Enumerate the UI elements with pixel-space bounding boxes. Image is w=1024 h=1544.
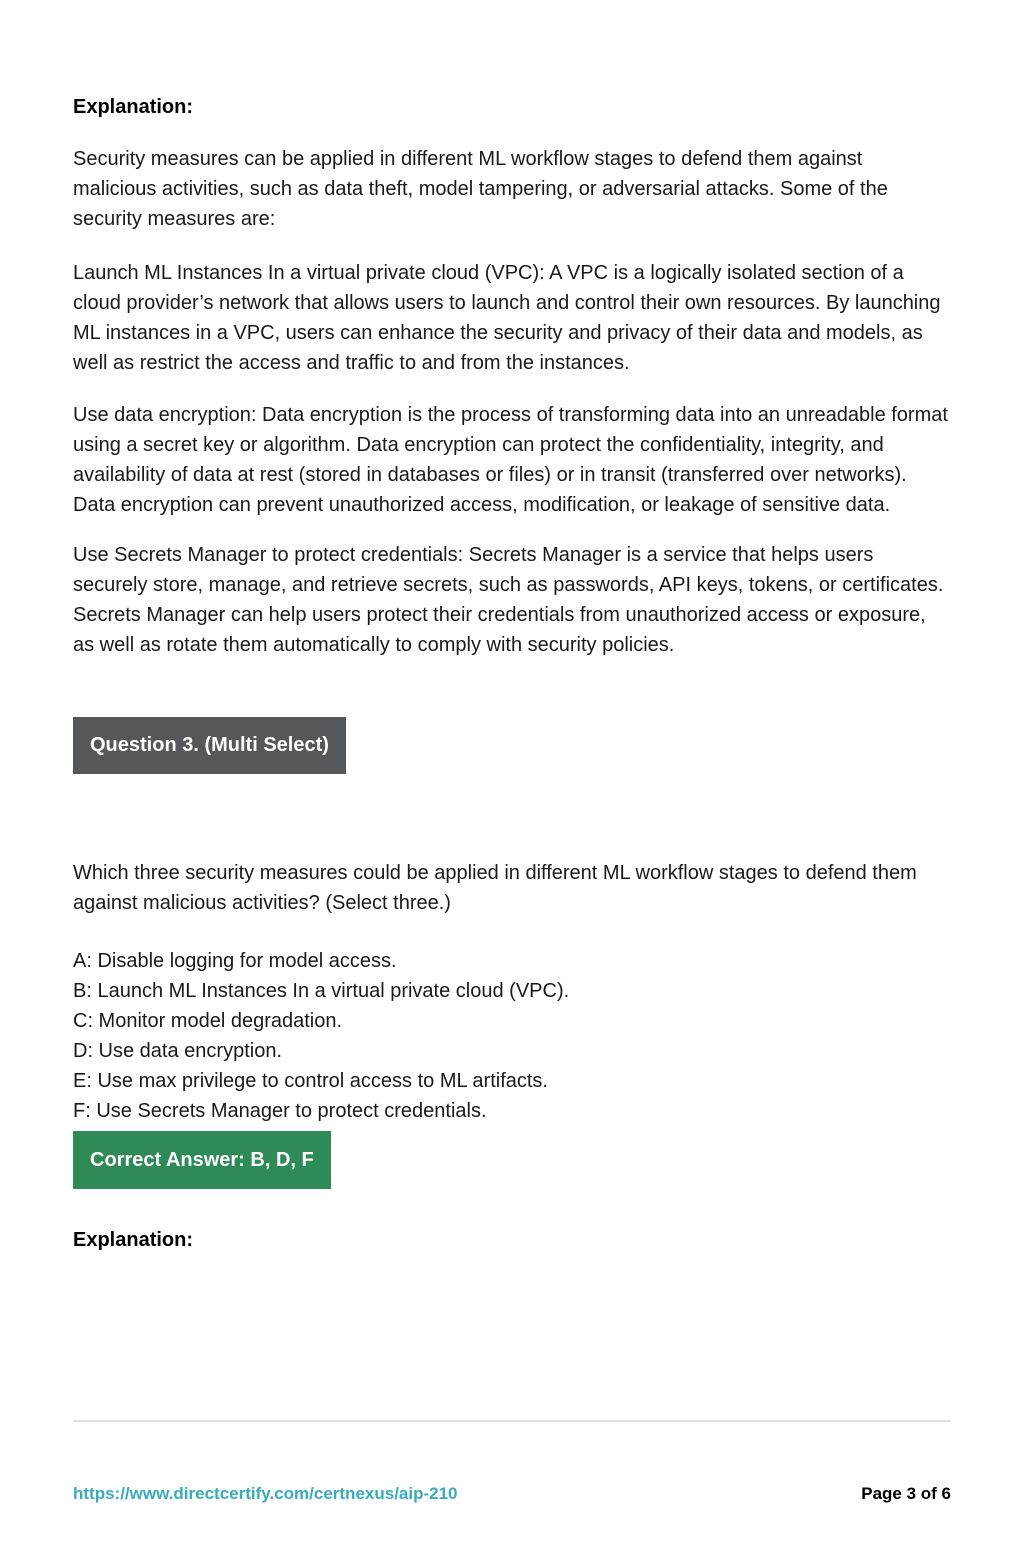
footer-divider [73, 1420, 951, 1422]
option-b: B: Launch ML Instances In a virtual private cloud (VPC). [73, 980, 570, 1002]
option-d: D: Use data encryption. [73, 1040, 282, 1062]
paragraph-secrets-manager: Use Secrets Manager to protect credentials: Secrets Manager is a service that helps users securely store, manage, and retrieve secrets, such as passwords, API keys, tokens, or certificates. Secrets Manager can help users protect their credentials from unauthorized access or exposure, as well as rotate them automatically to comply with security policies. [73, 544, 944, 656]
page-indicator: Page 3 of 6 [861, 1484, 951, 1503]
paragraph-vpc: Launch ML Instances In a virtual private cloud (VPC): A VPC is a logically isolated section of a cloud provider’s network that allows users to launch and control their own resources. By launching ML instances in a VPC, users can enhance the security and privacy of their data and models, as well as restrict the access and traffic to and from the instances. [73, 262, 941, 374]
footer-link[interactable]: https://www.directcertify.com/certnexus/aip-210 [73, 1484, 458, 1503]
option-e: E: Use max privilege to control access to ML artifacts. [73, 1070, 548, 1092]
option-f: F: Use Secrets Manager to protect credentials. [73, 1100, 487, 1122]
answer-options-list [73, 946, 951, 1126]
document-page [0, 96, 1024, 1544]
question-badge: Question 3. (Multi Select) [73, 717, 346, 774]
page-footer [73, 1482, 951, 1506]
option-a: A: Disable logging for model access. [73, 950, 397, 972]
paragraph-security-measures-intro: Security measures can be applied in different ML workflow stages to defend them against malicious activities, such as data theft, model tampering, or adversarial attacks. Some of the security measures are: [73, 148, 888, 230]
correct-answer-badge: Correct Answer: B, D, F [73, 1131, 331, 1189]
paragraph-data-encryption: Use data encryption: Data encryption is the process of transforming data into an unreadable format using a secret key or algorithm. Data encryption can protect the confidentiality, integrity, and availability of data at rest (stored in databases or files) or in transit (transferred over networks). Data encryption can prevent unauthorized access, modification, or leakage of sensitive data. [73, 404, 948, 516]
explanation-heading: Explanation: [73, 96, 194, 118]
explanation-heading-2: Explanation: [73, 1229, 194, 1251]
question-text: Which three security measures could be applied in different ML workflow stages to defend them against malicious activities? (Select three.) [73, 862, 917, 914]
option-c: C: Monitor model degradation. [73, 1010, 343, 1032]
